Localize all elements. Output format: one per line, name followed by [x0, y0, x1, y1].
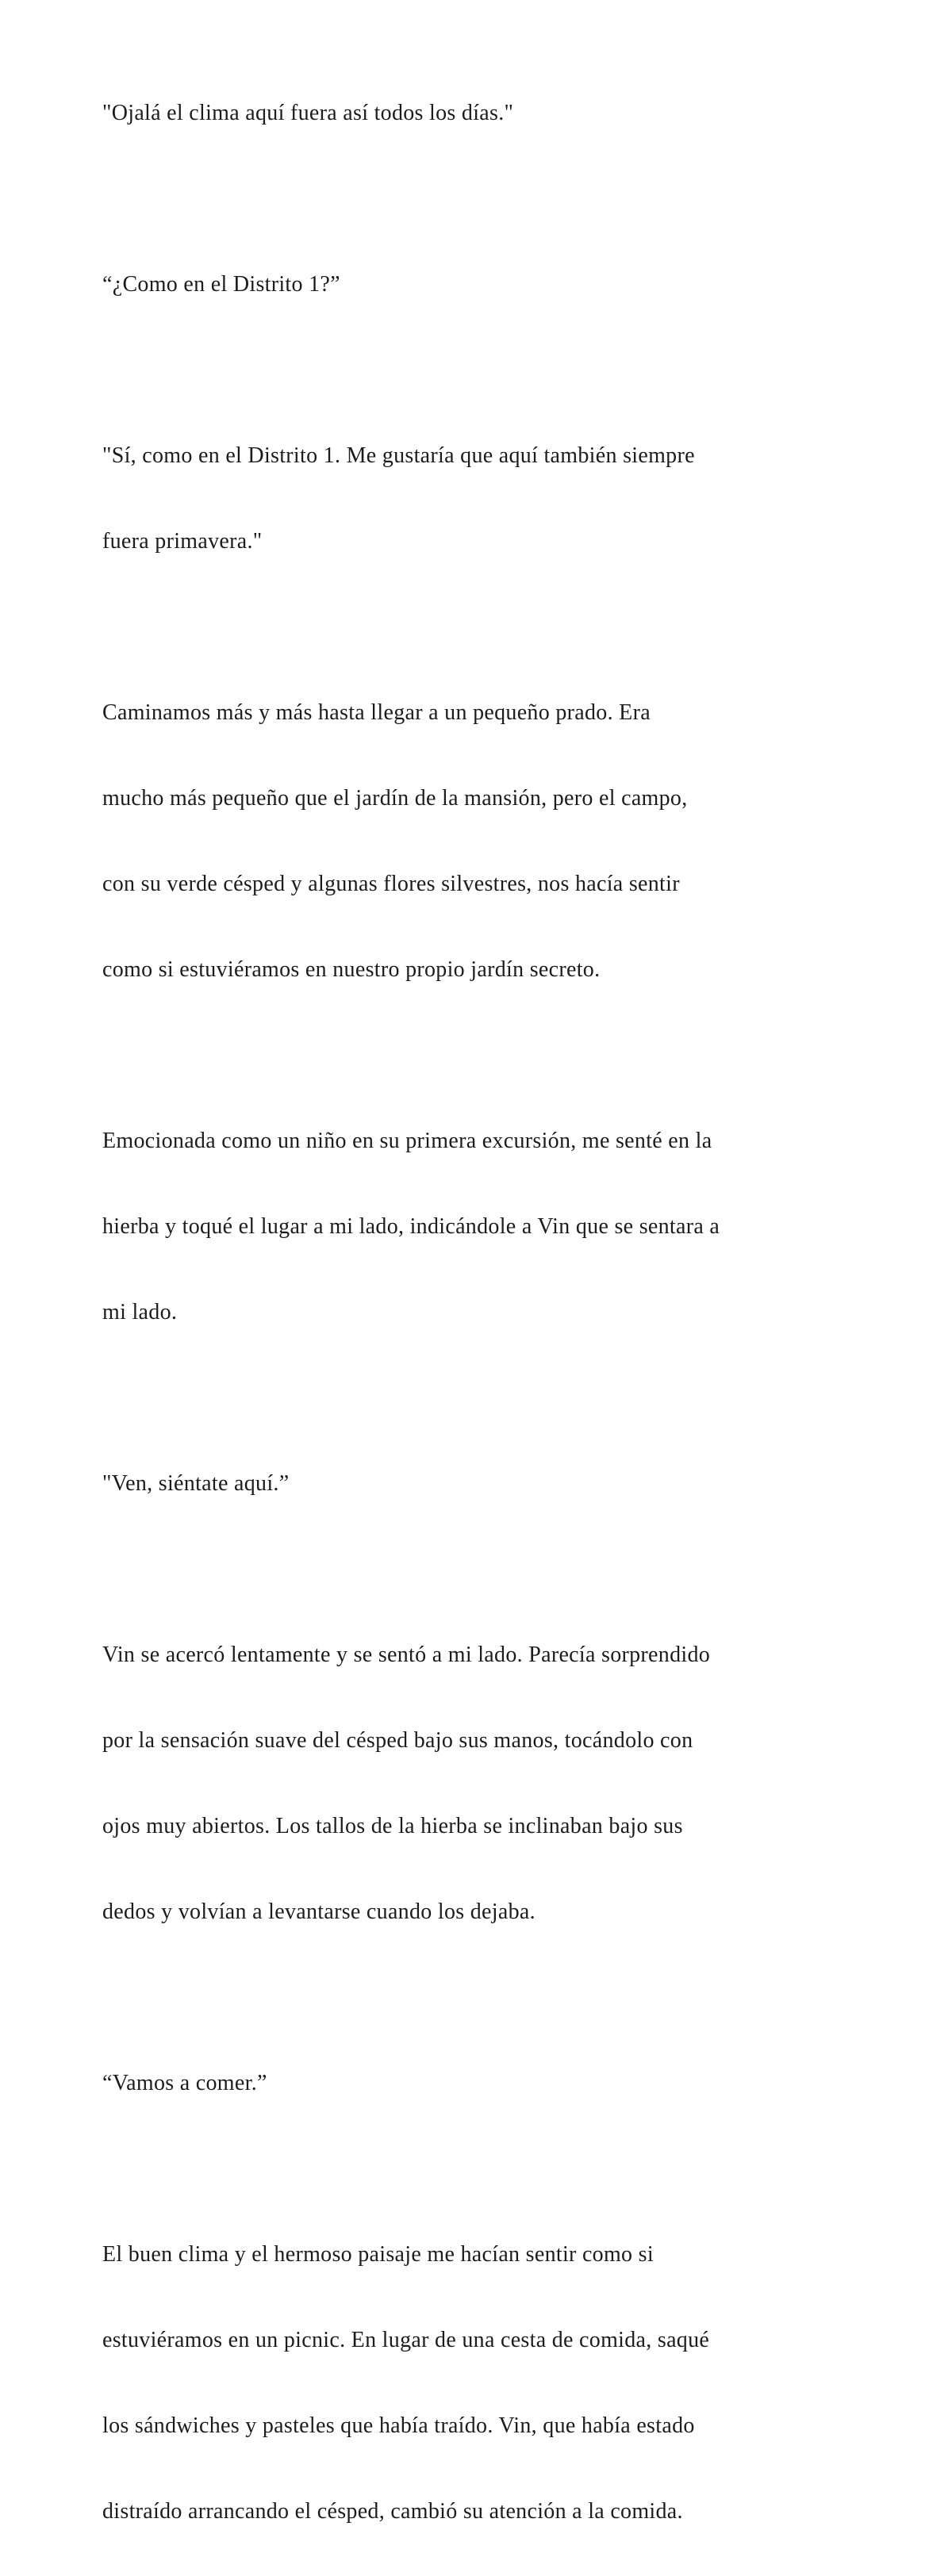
paragraph-9: [102, 2191, 881, 2576]
text-line: hierba y toqué el lugar a mi lado, indicándole a Vin que se sentara a: [102, 1214, 720, 1239]
paragraph-2: [102, 220, 881, 349]
paragraph-4: [102, 649, 881, 1034]
paragraph-3: [102, 392, 881, 606]
text-line: mi lado.: [102, 1300, 178, 1324]
text-line: los sándwiches y pasteles que había traído. Vin, que había estado: [102, 2413, 695, 2438]
text-line: "Ojalá el clima aquí fuera así todos los días.": [102, 101, 514, 125]
text-line: El buen clima y el hermoso paisaje me hacían sentir como si: [102, 2242, 654, 2267]
text-line: "Ven, siéntate aquí.”: [102, 1471, 290, 1496]
text-line: ojos muy abiertos. Los tallos de la hierba se inclinaban bajo sus: [102, 1814, 683, 1838]
text-line: dedos y volvían a levantarse cuando los dejaba.: [102, 1899, 536, 1924]
text-line: fuera primavera.": [102, 529, 263, 554]
text-line: "Sí, como en el Distrito 1. Me gustaría que aquí también siempre: [102, 443, 695, 468]
paragraph-5: [102, 1077, 881, 1377]
paragraph-1: [102, 49, 881, 178]
text-line: como si estuviéramos en nuestro propio jardín secreto.: [102, 957, 601, 982]
text-line: con su verde césped y algunas flores silvestres, nos hacía sentir: [102, 872, 680, 896]
text-line: distraído arrancando el césped, cambió su atención a la comida.: [102, 2499, 683, 2524]
paragraph-8: [102, 2019, 881, 2148]
text-line: Caminamos más y más hasta llegar a un pequeño prado. Era: [102, 700, 651, 725]
text-line: Emocionada como un niño en su primera excursión, me senté en la: [102, 1129, 712, 1153]
text-line: mucho más pequeño que el jardín de la mansión, pero el campo,: [102, 786, 688, 811]
text-line: “¿Como en el Distrito 1?”: [102, 272, 340, 297]
text-line: Vin se acercó lentamente y se sentó a mi lado. Parecía sorprendido: [102, 1643, 711, 1667]
paragraph-7: [102, 1591, 881, 1976]
paragraph-6: [102, 1420, 881, 1548]
text-line: estuviéramos en un picnic. En lugar de una cesta de comida, saqué: [102, 2328, 710, 2352]
text-line: por la sensación suave del césped bajo sus manos, tocándolo con: [102, 1728, 693, 1753]
text-line: “Vamos a comer.”: [102, 2071, 267, 2095]
